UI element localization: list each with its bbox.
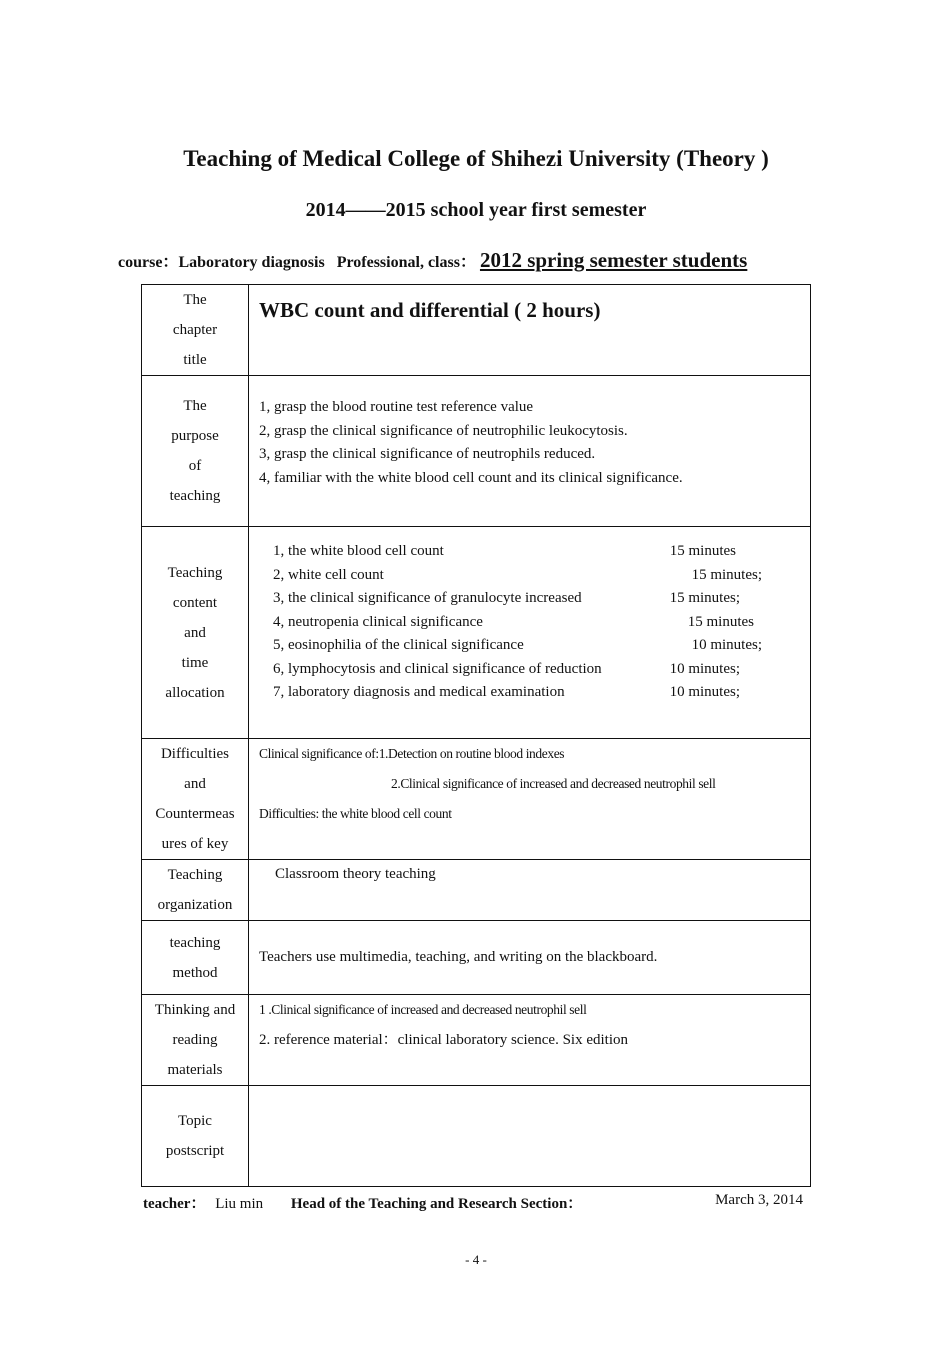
list-item: 1, grasp the blood routine test reference value xyxy=(259,399,534,415)
list-item: 6, lymphocytosis and clinical significance of reduction 10 minutes; xyxy=(273,660,740,677)
head-label: Head of the Teaching and Research Section： xyxy=(290,1196,583,1212)
class-value: 2012 spring semester students xyxy=(479,248,748,272)
list-item: 2, grasp the clinical significance of neutrophilic leukocytosis. xyxy=(259,422,628,439)
table-row xyxy=(142,1086,811,1187)
class-label: Professional, class： xyxy=(336,254,476,271)
reading-content: 1 .Clinical significance of increased and decreased neutrophil sell 2. reference material：clinical laboratory science. Six edition xyxy=(259,1002,629,1048)
list-item: 1, the white blood cell count 15 minutes xyxy=(273,543,736,560)
postscript-label: Topic postscript xyxy=(142,1086,249,1187)
difficulties-label: Difficulties and Countermeas ures of key xyxy=(142,739,249,860)
table-row xyxy=(142,527,811,739)
document-date: March 3, 2014 xyxy=(715,1192,803,1208)
list-item: 3, the clinical significance of granulocyte increased 15 minutes; xyxy=(273,590,740,607)
reading-label: Thinking and reading materials xyxy=(142,995,249,1086)
chapter-title-label: The chapter title xyxy=(142,285,249,376)
table-row xyxy=(142,376,811,527)
table-row xyxy=(142,995,811,1086)
list-item: 4, familiar with the white blood cell count and its clinical significance. xyxy=(259,469,683,486)
semester-subtitle: 2014——2015 school year first semester xyxy=(305,199,647,221)
teacher-label: teacher： xyxy=(143,1196,206,1212)
course-value: Laboratory diagnosis xyxy=(178,254,325,271)
method-label: teaching method xyxy=(142,921,249,995)
purpose-label: The purpose of teaching xyxy=(142,376,249,527)
table-row xyxy=(142,739,811,860)
document-title: Teaching of Medical College of Shihezi University (Theory ) xyxy=(183,146,769,171)
list-item: 4, neutropenia clinical significance 15 minutes xyxy=(273,613,754,630)
list-item: 3, grasp the clinical significance of neutrophils reduced. xyxy=(259,446,596,462)
page-number: - 4 - xyxy=(465,1252,487,1267)
course-label: course： xyxy=(118,254,179,271)
organization-label: Teaching organization xyxy=(142,860,249,921)
table-row xyxy=(142,285,811,376)
content-label: Teaching content and time allocation xyxy=(142,527,249,739)
teacher-name: Liu min xyxy=(215,1196,264,1212)
lesson-plan-table xyxy=(141,284,811,1187)
time-allocation-list xyxy=(249,540,810,705)
table-row xyxy=(142,860,811,921)
table-row xyxy=(142,921,811,995)
chapter-title-value: WBC count and differential ( 2 hours) xyxy=(259,297,601,322)
organization-value: Classroom theory teaching xyxy=(275,866,436,882)
signature-footer xyxy=(143,1192,803,1213)
list-item: 2, white cell count 15 minutes; xyxy=(273,566,762,583)
list-item: 7, laboratory diagnosis and medical examination 10 minutes; xyxy=(273,684,740,701)
method-value: Teachers use multimedia, teaching, and writing on the blackboard. xyxy=(259,949,658,965)
difficulties-content: Clinical significance of:1.Detection on routine blood indexes 2.Clinical significance of increased and decreased neutrophil sell Difficulties: the white blood cell count xyxy=(259,746,716,821)
purpose-list xyxy=(249,396,810,490)
list-item: 5, eosinophilia of the clinical significance 10 minutes; xyxy=(273,637,762,654)
course-line xyxy=(118,248,747,273)
